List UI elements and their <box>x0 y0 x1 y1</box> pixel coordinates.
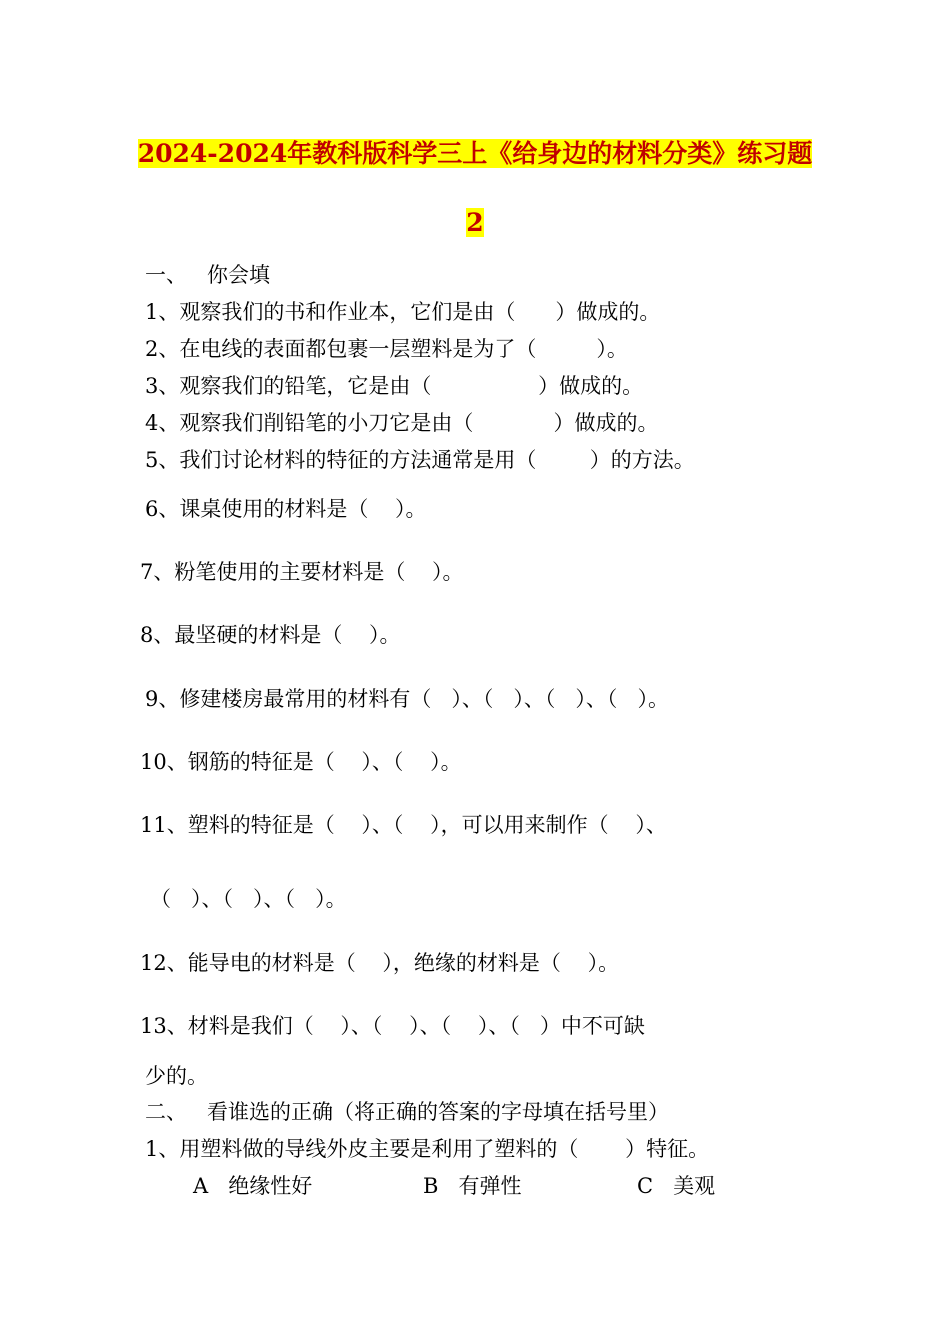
fill-item-1: 1、观察我们的书和作业本，它们是由（ ）做成的。 <box>145 300 661 324</box>
fill-item-11: 11、塑料的特征是（ ）、（ ），可以用来制作（ ）、 <box>140 813 667 837</box>
fill-item-9: 9、修建楼房最常用的材料有（ ）、（ ）、（ ）、（ ）。 <box>145 687 669 711</box>
section1-heading: 一、 你会填 <box>145 263 271 287</box>
fill-item-12: 12、能导电的材料是（ ），绝缘的材料是（ ）。 <box>140 951 620 975</box>
fill-item-7: 7、粉笔使用的主要材料是（ ）。 <box>140 560 464 584</box>
doc-title-line2: 2 <box>466 208 484 237</box>
fill-item-4: 4、观察我们削铅笔的小刀它是由（ ）做成的。 <box>145 411 659 435</box>
choice-option-c: C 美观 <box>637 1174 716 1198</box>
fill-item-2: 2、在电线的表面都包裹一层塑料是为了（ ）。 <box>145 337 628 361</box>
choice-option-a: A 绝缘性好 <box>193 1174 313 1198</box>
choice-question-1: 1、用塑料做的导线外皮主要是利用了塑料的（ ）特征。 <box>145 1137 710 1161</box>
fill-item-5: 5、我们讨论材料的特征的方法通常是用（ ）的方法。 <box>145 448 695 472</box>
doc-title-line1: 2024-2024年教科版科学三上《给身边的材料分类》练习题 <box>137 139 813 168</box>
choice-option-b: B 有弹性 <box>423 1174 522 1198</box>
fill-item-3: 3、观察我们的铅笔，它是由（ ）做成的。 <box>145 374 644 398</box>
fill-item-6: 6、课桌使用的材料是（ ）。 <box>145 497 427 521</box>
fill-item-10: 10、钢筋的特征是（ ）、（ ）。 <box>140 750 462 774</box>
section2-heading: 二、 看谁选的正确（将正确的答案的字母填在括号里） <box>145 1100 670 1124</box>
fill-item-13-cont: 少的。 <box>145 1064 208 1088</box>
fill-item-8: 8、最坚硬的材料是（ ）。 <box>140 623 401 647</box>
fill-item-11-cont: （ ）、（ ）、（ ）。 <box>150 887 347 911</box>
fill-item-13: 13、材料是我们（ ）、（ ）、（ ）、（ ）中不可缺 <box>140 1014 645 1038</box>
